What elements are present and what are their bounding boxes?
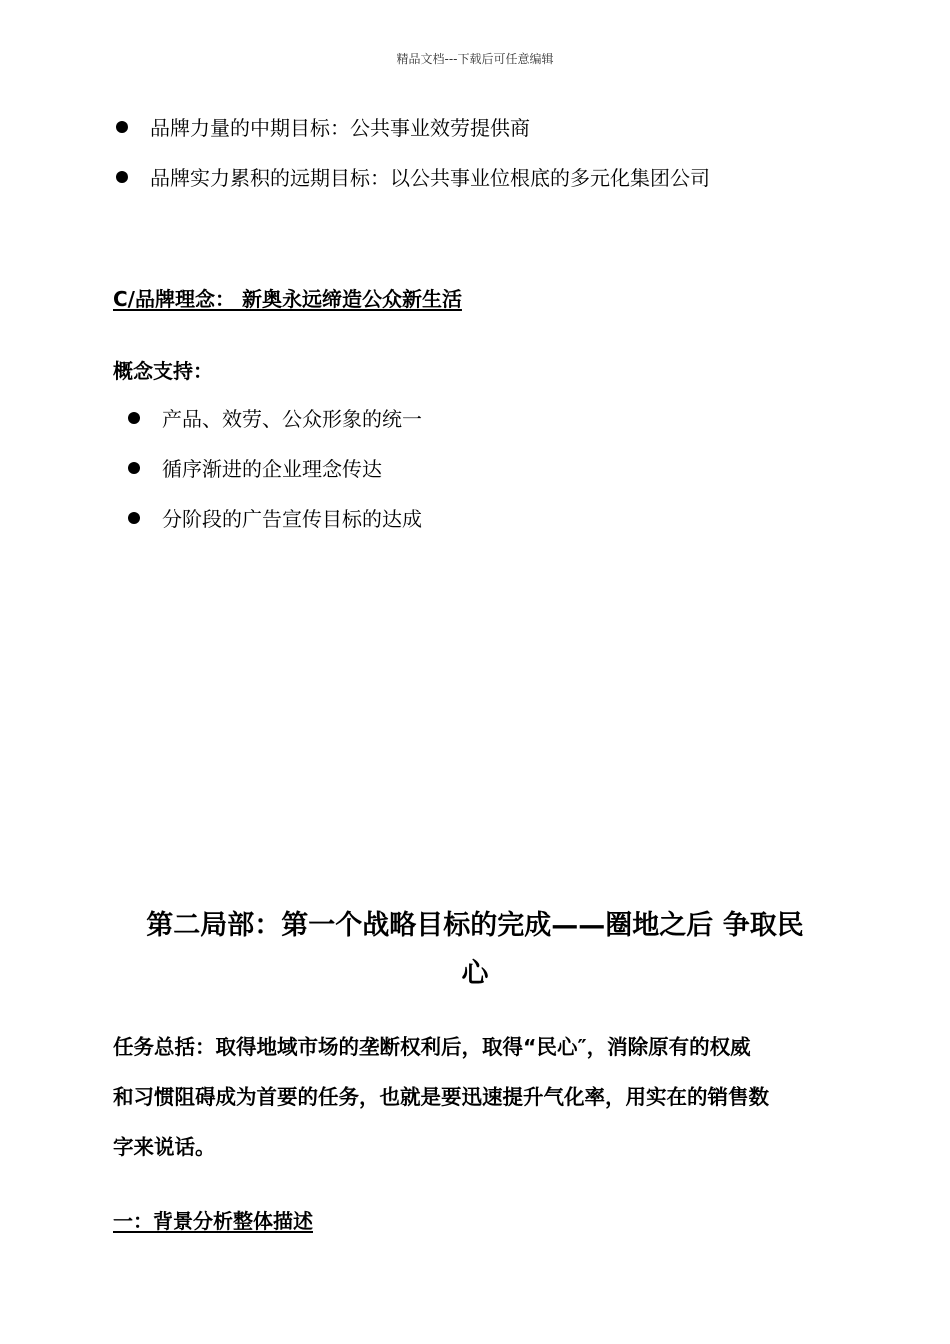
bullet-icon: [116, 171, 128, 183]
list-item: [116, 112, 530, 141]
list-item: [128, 503, 422, 532]
bullet-icon: [128, 512, 140, 524]
list-item: [128, 403, 422, 432]
list-item-text: 品牌实力累积的远期目标：以公共事业位根底的多元化集团公司: [150, 166, 710, 190]
list-item: [128, 453, 382, 482]
brand-concept-heading: C/品牌理念： 新奥永远缔造公众新生活: [113, 287, 462, 311]
task-summary: [113, 1022, 835, 1172]
part-two-title-line2: 心: [461, 958, 489, 989]
part-two-title: [100, 902, 850, 998]
bullet-icon: [116, 121, 128, 133]
part-two-title-line1: 第二局部：第一个战略目标的完成——圈地之后 争取民: [146, 910, 804, 941]
list-item-text: 产品、效劳、公众形象的统一: [162, 407, 422, 431]
list-item-text: 循序渐进的企业理念传达: [162, 457, 382, 481]
bullet-icon: [128, 412, 140, 424]
list-item-text: 品牌力量的中期目标：公共事业效劳提供商: [150, 116, 530, 140]
task-summary-line: 任务总括：取得地域市场的垄断权利后，取得“民心″，消除原有的权威: [113, 1035, 751, 1059]
list-item-text: 分阶段的广告宣传目标的达成: [162, 507, 422, 531]
task-summary-line: 字来说话。: [113, 1135, 216, 1159]
bullet-icon: [128, 462, 140, 474]
task-summary-line: 和习惯阻碍成为首要的任务，也就是要迅速提升气化率，用实在的销售数: [113, 1085, 769, 1109]
section-heading: 一：背景分析整体描述: [113, 1209, 313, 1233]
list-item: [116, 162, 710, 191]
concept-support-heading: 概念支持：: [113, 359, 213, 383]
page-header: 精品文档---下载后可任意编辑: [396, 52, 554, 66]
